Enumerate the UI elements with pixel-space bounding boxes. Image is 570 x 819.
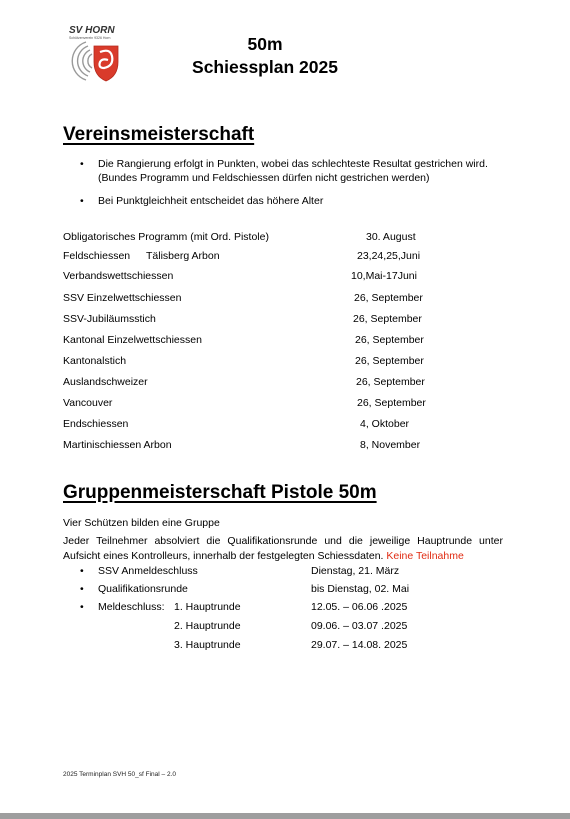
schedule-label: SSV Anmeldeschluss	[98, 565, 198, 577]
page-title: Schiessplan 2025	[192, 57, 338, 77]
event-name: SSV Einzelwettschiessen	[63, 292, 182, 304]
rule-ranking-note: (Bundes Programm und Feldschiessen dürfen nicht gestrichen werden)	[98, 172, 430, 184]
event-name: Endschiessen	[63, 418, 129, 430]
bullet-marker: •	[80, 601, 84, 613]
event-name: Vancouver	[63, 397, 113, 409]
event-name: Feldschiessen	[63, 250, 131, 262]
schedule-round-label: 2. Hauptrunde	[174, 620, 241, 632]
event-location: Tälisberg Arbon	[146, 250, 220, 262]
rule-tiebreak: Bei Punktgleichheit entscheidet das höhere Alter	[98, 195, 324, 207]
schedule-date: 09.06. – 03.07 .2025	[311, 620, 408, 632]
event-date: 26, September	[356, 376, 425, 388]
event-date: 30. August	[366, 231, 416, 243]
section-heading-vereinsmeisterschaft: Vereinsmeisterschaft	[63, 124, 255, 145]
schedule-label: Meldeschluss:	[98, 601, 165, 613]
event-date: 26, September	[355, 355, 424, 367]
logo-title: SV HORN	[69, 25, 115, 36]
event-name: SSV-Jubiläumsstich	[63, 313, 156, 325]
event-name: Auslandschweizer	[63, 376, 148, 388]
event-date: 26, September	[357, 397, 426, 409]
schedule-round-label: 1. Hauptrunde	[174, 601, 241, 613]
event-name: Martinischiessen Arbon	[63, 439, 172, 451]
event-date: 8, November	[360, 439, 421, 451]
group-intro: Vier Schützen bilden eine Gruppe	[63, 517, 220, 529]
schedule-date: 12.05. – 06.06 .2025	[311, 601, 408, 613]
event-name: Verbandswettschiessen	[63, 270, 174, 282]
bullet-marker: •	[80, 195, 84, 207]
event-date: 4, Oktober	[360, 418, 410, 430]
bullet-marker: •	[80, 158, 84, 170]
header-subject: 50m	[247, 34, 283, 54]
event-date: 26, September	[354, 292, 423, 304]
group-description	[63, 534, 503, 563]
schedule-label: Qualifikationsrunde	[98, 583, 188, 595]
logo-subtitle: Schützenverein 9326 Horn	[69, 36, 111, 40]
event-name: Kantonalstich	[63, 355, 127, 367]
section-heading-gruppenmeisterschaft: Gruppenmeisterschaft Pistole 50m	[63, 482, 377, 503]
event-name: Obligatorisches Programm (mit Ord. Pistole)	[63, 231, 269, 243]
no-participation-note: Keine Teilnahme	[386, 549, 464, 562]
event-date: 26, September	[353, 313, 422, 325]
schedule-date: bis Dienstag, 02. Mai	[311, 583, 410, 595]
schedule-date: Dienstag, 21. März	[311, 565, 400, 577]
schedule-round-label: 3. Hauptrunde	[174, 639, 241, 651]
event-date: 26, September	[355, 334, 424, 346]
event-name: Kantonal Einzelwettschiessen	[63, 334, 202, 346]
page-edge	[0, 813, 570, 819]
document-footer: 2025 Terminplan SVH 50_sf Final – 2.0	[63, 771, 176, 778]
bullet-marker: •	[80, 583, 84, 595]
schedule-date: 29.07. – 14.08. 2025	[311, 639, 408, 651]
bullet-marker: •	[80, 565, 84, 577]
rule-ranking: Die Rangierung erfolgt in Punkten, wobei das schlechteste Resultat gestrichen wird.	[98, 158, 488, 170]
event-date: 10,Mai-17Juni	[351, 270, 417, 282]
event-date: 23,24,25,Juni	[357, 250, 421, 262]
group-description-text: Jeder Teilnehmer absolviert die Qualifikationsrunde und die jeweilige Hauptrunde unter Aufsicht eines Kontrolleurs, innerhalb der festgelegten Schiessdaten.	[63, 535, 503, 562]
